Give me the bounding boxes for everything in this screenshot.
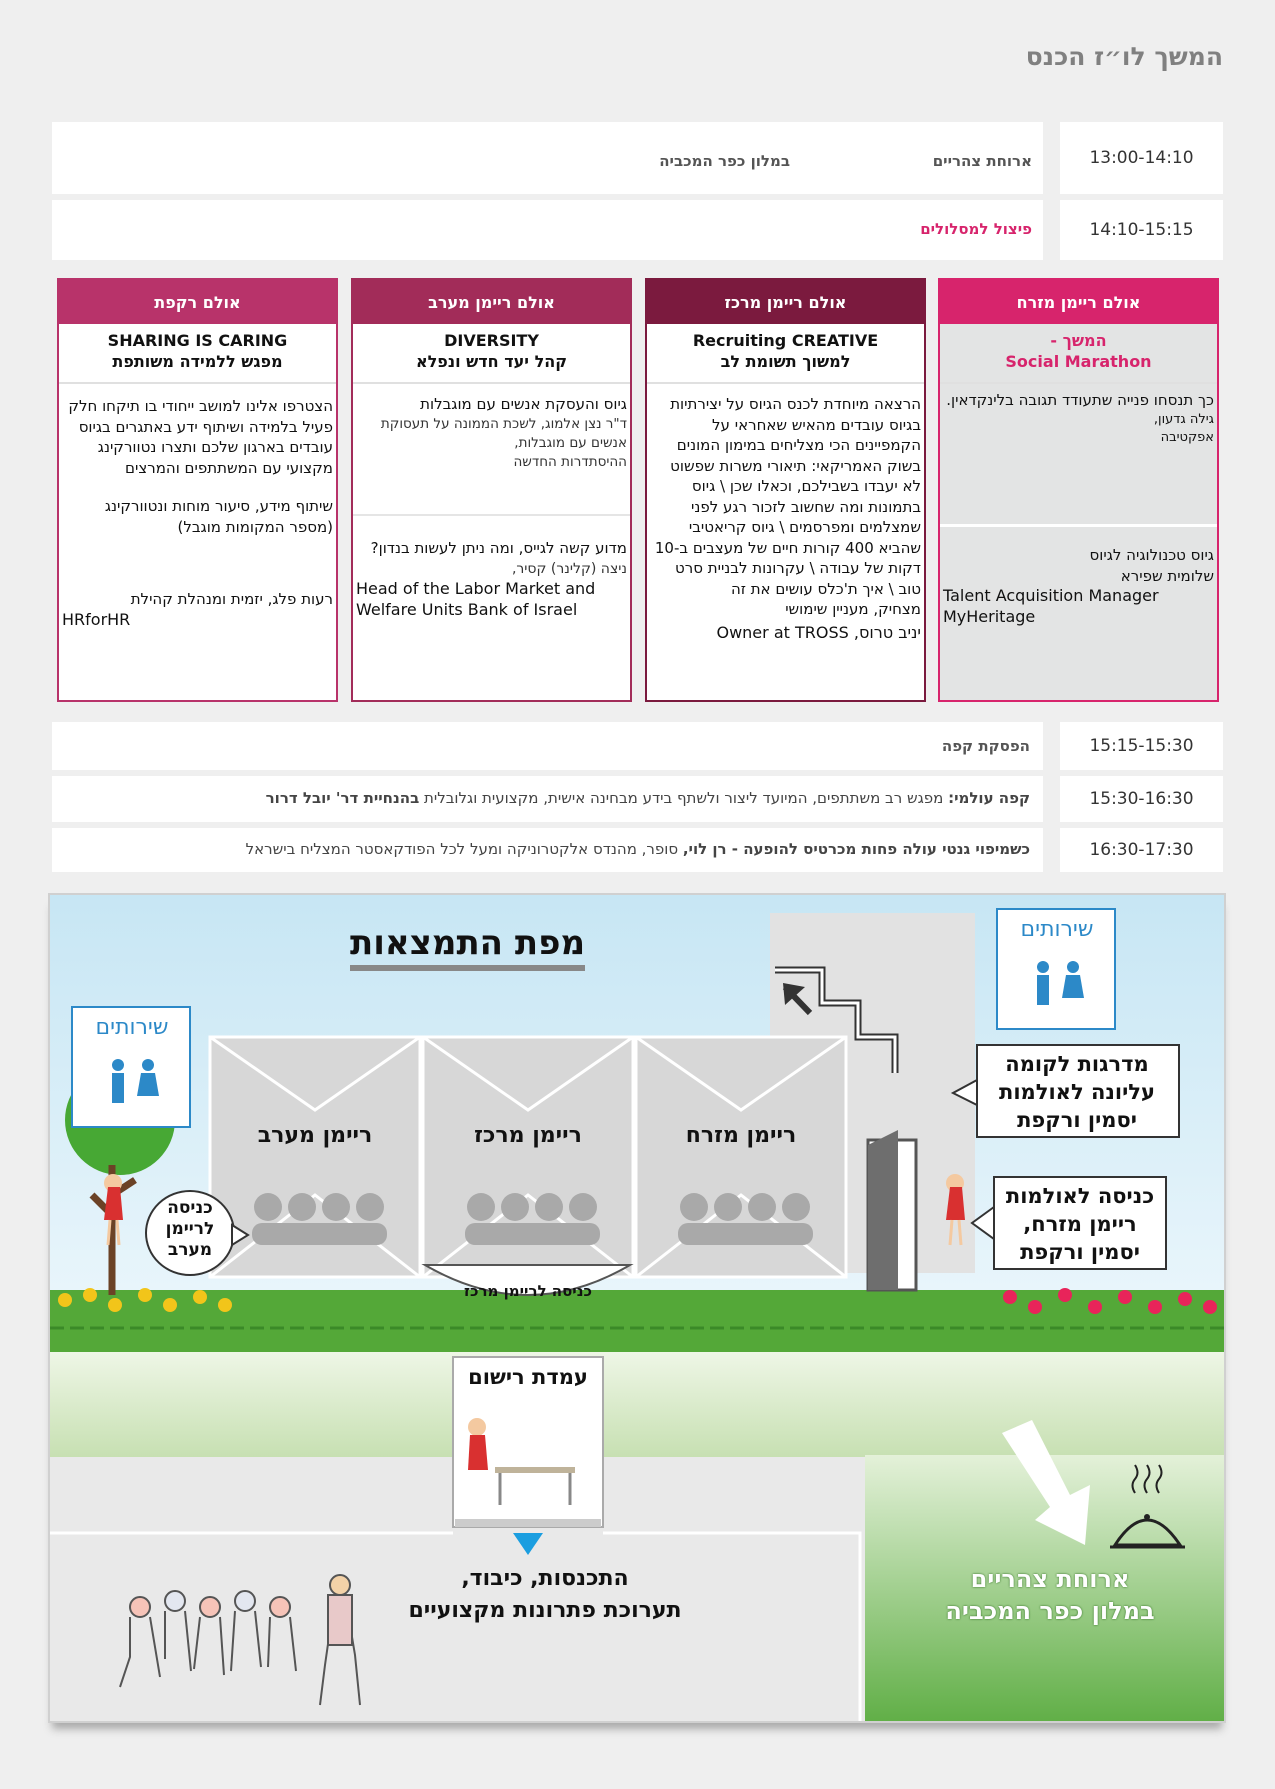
speaker: שלומית שפירא	[1120, 566, 1214, 585]
track-subtitle: מפגש ללמידה משותפת	[112, 352, 283, 371]
networking-line: התכנסות, כיבוד,	[461, 1566, 629, 1591]
lunch-label	[880, 1563, 1220, 1627]
restrooms-label: שירותים	[1020, 917, 1094, 942]
time-slot: 16:30-17:30	[1060, 828, 1223, 872]
track-east	[938, 278, 1219, 702]
center-entrance-note: כניסה לריימן מרכז	[464, 1282, 592, 1300]
session-text: גיוס והעסקת אנשים עם מוגבלות	[420, 395, 627, 413]
session-text: הצטרפו אלינו למושב ייחודי בו תיקחו חלק פעיל בלמידה ושיתוף ידע באתגרים בגיוס עובדים בארגון שלכם ותצרו נטוורקינג מקצועי עם המשתתפים והמרצים	[68, 397, 333, 477]
speaker-org: ההיסתדרות החדשה	[513, 453, 627, 470]
entrance-note-line: יסמין ורקפת	[1020, 1240, 1140, 1264]
time-slot: 15:30-16:30	[1060, 776, 1223, 822]
track-subtitle-en: Recruiting CREATIVE	[692, 331, 879, 350]
stairs-note-line: עליונה לאולמות	[999, 1080, 1155, 1104]
speaker-org: אפקטיבה	[1160, 429, 1214, 445]
stairs-note-line: יסמין ורקפת	[1017, 1108, 1137, 1132]
speaker: ד"ר נצן אלמוג, לשכת הממונה על תעסוקת אנשים עם מוגבלות,	[380, 415, 627, 451]
entrance-note-line: ריימן מזרח,	[1023, 1212, 1137, 1236]
session-note: (מספר המקומות מוגבל)	[177, 517, 333, 536]
hall-east-label: ריימן מזרח	[685, 1123, 797, 1148]
stairs-note	[987, 1050, 1167, 1134]
track-subtitle-en: DIVERSITY	[444, 331, 539, 350]
event-description: סופר, מהנדס אלקטרוניקה ומעל לכל הפודקאסטר המצליח בישראל	[245, 840, 683, 858]
speaker-role: Talent Acquisition Manager	[943, 586, 1159, 605]
session-text: שיתוף מידע, סיעור מוחות ונטוורקינג	[104, 497, 333, 515]
schedule-row	[52, 828, 1043, 872]
time-slot: 13:00-14:10	[1060, 122, 1223, 194]
session-note: מצחיק, מעניין שימושי	[785, 600, 921, 618]
track-center	[645, 278, 926, 702]
entrance-note	[998, 1182, 1162, 1266]
west-entrance-line: לריימן	[165, 1219, 215, 1239]
stairs-note-line: מדרגות לקומה	[1005, 1052, 1149, 1076]
track-subtitle: המשך -	[1050, 331, 1107, 350]
speaker-company: MyHeritage	[943, 606, 1036, 626]
west-entrance-note	[150, 1198, 230, 1261]
speaker-role: Head of the Labor Market and Welfare Units Bank of Israel	[356, 579, 596, 619]
time-slot: 15:15-15:30	[1060, 722, 1223, 770]
speaker: רעות פלג, יזמית ומנהלת קהילת	[130, 590, 333, 608]
session-text: כך תנסחו פנייה שתעודד תגובה בלינקדאין.	[946, 391, 1214, 409]
event-description: מפגש רב משתתפים, המיועד ליצור ולשתף בידע מבחינה אישית, מקצועית וגלובלית	[419, 789, 949, 807]
registration-label: עמדת רישום	[468, 1365, 588, 1389]
map-title: מפת התמצאות	[350, 923, 585, 971]
networking-label	[370, 1563, 720, 1627]
venue-map	[48, 893, 1226, 1723]
event-host: בהנחיית דר' יובל דרור	[265, 789, 420, 807]
event-label: פיצול למסלולים	[920, 220, 1032, 238]
track-hall-title: אולם ריימן מזרח	[940, 280, 1217, 324]
speaker: גילה גדעון,	[1153, 411, 1214, 427]
hall-boxes	[210, 1037, 846, 1277]
event-label: כשמיפוי גנטי עולה פחות מכרטיס להופעה - רן לוי,	[682, 840, 1030, 858]
event-label: קפה עולמי:	[948, 789, 1030, 807]
track-west	[351, 278, 632, 702]
session-text: מדוע קשה לגייס, ומה ניתן לעשות בנדון?	[370, 539, 627, 557]
lunch-line: ארוחת צהריים	[970, 1565, 1130, 1593]
track-hall-title: אולם ריימן מרכז	[647, 280, 924, 324]
west-entrance-line: מערב	[167, 1240, 213, 1260]
hall-west-label: ריימן מערב	[257, 1123, 373, 1148]
page-title: המשך לו״ז הכנס	[1025, 42, 1223, 71]
restrooms-label: שירותים	[95, 1015, 169, 1040]
schedule-row	[52, 122, 1043, 194]
event-label: הפסקת קפה	[941, 737, 1030, 755]
schedule-row	[52, 722, 1043, 770]
location-label: במלון כפר המכביה	[659, 152, 790, 170]
track-subtitle-en: Social Marathon	[1005, 352, 1152, 371]
session-text: גיוס טכנולוגיה לגיוס	[1089, 546, 1214, 564]
lunch-line: במלון כפר המכביה	[945, 1597, 1155, 1625]
speaker: ניצה (קלינר) קסיר,	[511, 560, 627, 577]
schedule-row	[52, 776, 1043, 822]
entrance-note-line: כניסה לאולמות	[1005, 1184, 1155, 1208]
track-hall-title: אולם רקפת	[59, 280, 336, 324]
track-rakefet	[57, 278, 338, 702]
networking-line: תערוכת פתרונות מקצועיים	[408, 1598, 682, 1623]
west-entrance-line: כניסה	[167, 1198, 213, 1218]
track-hall-title: אולם ריימן מערב	[353, 280, 630, 324]
track-subtitle: למשוך תשומת לב	[720, 352, 851, 371]
time-slot: 14:10-15:15	[1060, 200, 1223, 260]
track-subtitle-en: SHARING IS CARING	[107, 331, 288, 350]
schedule-row	[52, 200, 1043, 260]
speaker: יניב טרוס, Owner at TROSS	[716, 622, 921, 642]
hall-center-label: ריימן מרכז	[474, 1123, 582, 1148]
event-label: ארוחת צהריים	[932, 152, 1032, 170]
speaker-org: HRforHR	[62, 609, 131, 629]
session-text: הרצאה מיוחדת לכנס הגיוס על יצירתיות בגיוס עובדים מהאיש שאחראי על הקמפיינים הכי מצליחים במימון המונים בשוק האמריקאי: תיאורי משרות שפשוט לא יעבדו בשבילכם, וכאלו שכן \ גיוס בתמונות ומה שחשוב לזכור רגע לפני שמצלמים ומפרסמים \ גיוס קריאטיבי שהביא 400 קורות חיים של מעצבים ב-10 דקות של עבודה \ עקרונות לבניית סרט טוב \ איך ת'כלס עושים את זה	[654, 395, 921, 598]
track-subtitle: קהל יעד חדש ונפלא	[415, 352, 568, 371]
